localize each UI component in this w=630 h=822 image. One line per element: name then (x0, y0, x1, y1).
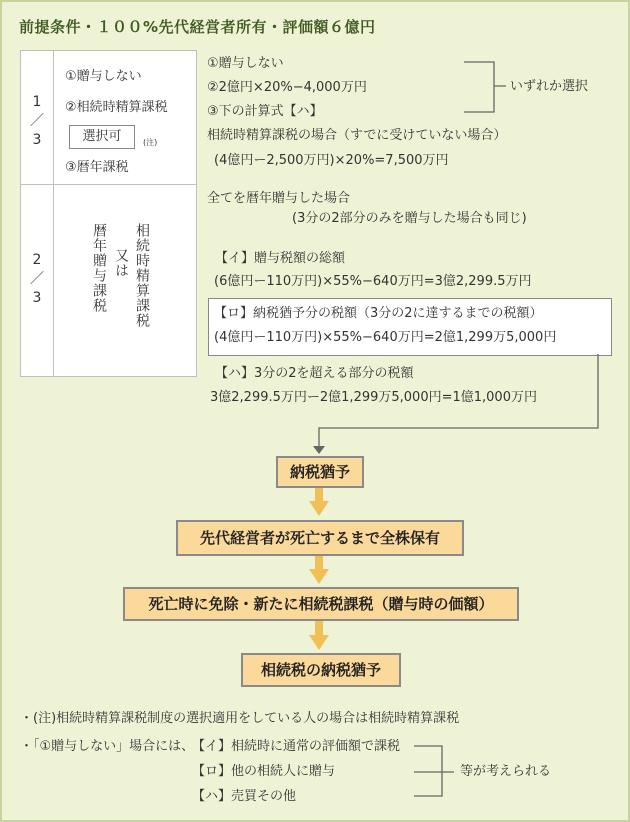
ro-title: 【ロ】納税猶予分の税額（3分の2に達するまでの税額） (214, 306, 543, 321)
flow-arrows (309, 486, 329, 650)
fraction-one-third: 1 ／ 3 (30, 94, 44, 148)
choice-brace (464, 62, 506, 112)
ha-calc: 3億2,299.5万円ー2億1,299万5,000円=1億1,000万円 (210, 390, 537, 405)
row2-or-label: 又は (113, 248, 129, 278)
note-2-item-3: 【ハ】売買その他 (192, 789, 297, 804)
selectable-box: 選択可 (69, 125, 135, 149)
flow-box-hold-all-shares: 先代経営者が死亡するまで全株保有 (176, 520, 464, 556)
row1-option-2: ②相続時精算課税 (65, 100, 168, 115)
choice-1: ①贈与しない (207, 56, 284, 71)
rekinen-subtitle: (3分の2部分のみを贈与した場合も同じ) (292, 211, 527, 226)
seisan-calc: (4億円ー2,500万円)×20%=7,500万円 (214, 153, 449, 168)
ha-title: 【ハ】3分の2を超える部分の税額 (215, 366, 414, 381)
flow-box-deferral: 納税猶予 (276, 456, 364, 488)
note-2-prefix: ・「①贈与しない」場合には、 (20, 739, 195, 754)
row2-seisan-label: 相続時精算課税 (134, 223, 150, 328)
row1-option-1: ①贈与しない (65, 69, 142, 84)
choice-brace-label: いずれか選択 (510, 79, 589, 94)
choice-2: ②2億円×20%−4,000万円 (207, 80, 367, 95)
connector-lines (2, 2, 628, 820)
flow-box-inheritance-deferral: 相続税の納税猶予 (241, 653, 401, 687)
note-mark: (注) (143, 138, 158, 147)
note-2-item-1: 【イ】相続時に通常の評価額で課税 (192, 739, 401, 754)
ro-to-flow-connector (319, 354, 598, 448)
choice-3: ③下の計算式【ハ】 (207, 104, 323, 119)
connector-arrowhead (313, 446, 325, 454)
i-calc: (6億円ー110万円)×55%−640万円=3億2,299.5万円 (214, 274, 532, 289)
seisan-title: 相続時精算課税の場合（すでに受けていない場合） (207, 128, 507, 143)
note-2-item-2: 【ロ】他の相続人に贈与 (192, 764, 336, 779)
page-title: 前提条件・１００%先代経営者所有・評価額６億円 (19, 18, 376, 36)
fraction-two-thirds: 2 ／ 3 (30, 252, 44, 306)
i-title: 【イ】贈与税額の総額 (215, 251, 346, 266)
note-2-brace-label: 等が考えられる (460, 764, 552, 779)
flow-box-exemption-on-death: 死亡時に免除・新たに相続税課税（贈与時の価額） (123, 587, 519, 621)
ro-calc: (4億円ー110万円)×55%−640万円=2億1,299万5,000円 (214, 330, 557, 345)
row1-option-3: ③暦年課税 (65, 160, 129, 175)
row2-rekinen-label: 暦年贈与課税 (91, 223, 107, 313)
note-1: ・(注)相続時精算課税制度の選択適用をしている人の場合は相続時精算課税 (20, 711, 460, 726)
rekinen-title: 全てを暦年贈与した場合 (207, 191, 351, 206)
note-brace (414, 746, 454, 796)
